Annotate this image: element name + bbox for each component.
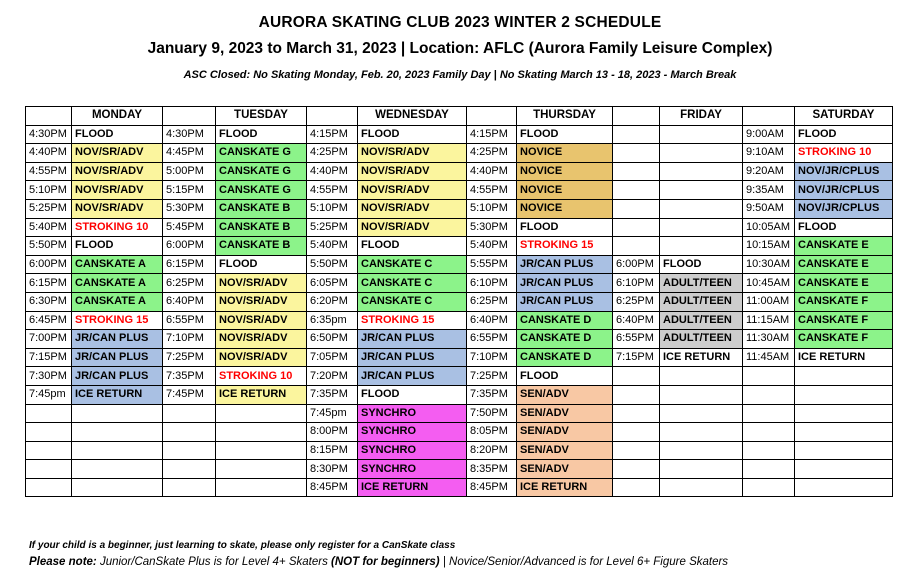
time-cell: 6:40PM [613, 311, 660, 330]
activity-cell: NOV/JR/CPLUS [795, 181, 893, 200]
time-cell: 9:35AM [743, 181, 795, 200]
time-cell: 6:10PM [613, 274, 660, 293]
time-cell: 6:15PM [163, 255, 216, 274]
time-cell: 5:25PM [307, 218, 358, 237]
activity-cell: FLOOD [358, 125, 467, 144]
time-cell: 5:15PM [163, 181, 216, 200]
time-cell: 7:35PM [467, 385, 517, 404]
time-cell: 4:15PM [307, 125, 358, 144]
activity-cell [660, 218, 743, 237]
time-cell [26, 423, 72, 442]
activity-cell [660, 441, 743, 460]
activity-cell: STROKING 15 [517, 237, 613, 256]
time-cell: 10:05AM [743, 218, 795, 237]
time-cell: 6:05PM [307, 274, 358, 293]
table-row [26, 348, 893, 367]
time-cell: 8:45PM [307, 478, 358, 497]
time-cell: 6:30PM [26, 292, 72, 311]
time-cell: 7:45pm [26, 385, 72, 404]
schedule-title: AURORA SKATING CLUB 2023 WINTER 2 SCHEDULE [258, 14, 662, 31]
activity-cell: ICE RETURN [216, 385, 307, 404]
activity-cell [660, 199, 743, 218]
activity-cell: CANSKATE E [795, 237, 893, 256]
time-cell [163, 478, 216, 497]
activity-cell [795, 441, 893, 460]
time-cell: 9:10AM [743, 144, 795, 163]
time-cell: 8:45PM [467, 478, 517, 497]
activity-cell [660, 385, 743, 404]
activity-cell [216, 404, 307, 423]
activity-cell: JR/CAN PLUS [358, 330, 467, 349]
schedule-body [26, 125, 893, 497]
time-cell [743, 441, 795, 460]
time-cell: 10:30AM [743, 255, 795, 274]
activity-cell: CANSKATE G [216, 144, 307, 163]
time-cell: 11:00AM [743, 292, 795, 311]
activity-cell: NOVICE [517, 144, 613, 163]
activity-cell: ADULT/TEEN [660, 274, 743, 293]
activity-cell: CANSKATE B [216, 199, 307, 218]
time-cell: 6:40PM [467, 311, 517, 330]
activity-cell [795, 385, 893, 404]
time-cell: 5:10PM [26, 181, 72, 200]
time-cell: 4:55PM [26, 162, 72, 181]
activity-cell: CANSKATE C [358, 292, 467, 311]
schedule-subtitle: January 9, 2023 to March 31, 2023 | Location: AFLC (Aurora Family Leisure Complex) [147, 40, 773, 57]
time-cell: 5:10PM [307, 199, 358, 218]
time-cell: 6:25PM [163, 274, 216, 293]
time-cell [743, 478, 795, 497]
activity-cell: NOVICE [517, 181, 613, 200]
time-cell [743, 385, 795, 404]
activity-cell: CANSKATE D [517, 311, 613, 330]
time-cell: 11:30AM [743, 330, 795, 349]
time-cell: 7:05PM [307, 348, 358, 367]
time-cell: 7:25PM [467, 367, 517, 386]
activity-cell: FLOOD [358, 385, 467, 404]
closure-notice: ASC Closed: No Skating Monday, Feb. 20, 2023 Family Day | No Skating March 13 - 18, 2023 - March Break [183, 69, 737, 81]
time-cell: 7:10PM [467, 348, 517, 367]
activity-cell: JR/CAN PLUS [72, 367, 163, 386]
time-header-blank [467, 107, 517, 126]
time-cell: 5:10PM [467, 199, 517, 218]
activity-cell: FLOOD [72, 237, 163, 256]
activity-cell: CANSKATE F [795, 292, 893, 311]
activity-cell: ICE RETURN [660, 348, 743, 367]
time-cell [613, 144, 660, 163]
time-cell: 4:40PM [467, 162, 517, 181]
table-row [26, 460, 893, 479]
activity-cell [795, 423, 893, 442]
time-cell: 5:40PM [467, 237, 517, 256]
time-cell [613, 423, 660, 442]
time-cell: 10:15AM [743, 237, 795, 256]
time-cell: 6:55PM [613, 330, 660, 349]
time-cell [613, 385, 660, 404]
time-cell: 9:00AM [743, 125, 795, 144]
activity-cell: CANSKATE D [517, 348, 613, 367]
table-row [26, 367, 893, 386]
activity-cell: ICE RETURN [517, 478, 613, 497]
day-header-tuesday: TUESDAY [216, 107, 307, 126]
activity-cell: CANSKATE F [795, 330, 893, 349]
activity-cell: NOV/SR/ADV [358, 218, 467, 237]
activity-cell: NOV/JR/CPLUS [795, 162, 893, 181]
activity-cell: CANSKATE A [72, 255, 163, 274]
time-cell: 4:30PM [163, 125, 216, 144]
time-cell: 6:00PM [613, 255, 660, 274]
time-cell: 5:00PM [163, 162, 216, 181]
time-cell: 6:35pm [307, 311, 358, 330]
time-cell: 7:10PM [163, 330, 216, 349]
note-label: Please note: [29, 556, 97, 568]
time-cell: 8:30PM [307, 460, 358, 479]
time-cell [163, 423, 216, 442]
time-cell: 6:45PM [26, 311, 72, 330]
activity-cell [795, 460, 893, 479]
activity-cell: FLOOD [72, 125, 163, 144]
activity-cell: FLOOD [795, 218, 893, 237]
activity-cell: JR/CAN PLUS [358, 348, 467, 367]
time-cell: 6:55PM [163, 311, 216, 330]
beginner-note: If your child is a beginner, just learning to skate, please only register for a CanSkate class [29, 540, 456, 551]
activity-cell [660, 367, 743, 386]
activity-cell [795, 478, 893, 497]
activity-cell: FLOOD [517, 218, 613, 237]
time-cell: 8:35PM [467, 460, 517, 479]
time-cell: 4:45PM [163, 144, 216, 163]
time-cell: 7:20PM [307, 367, 358, 386]
activity-cell: NOV/JR/CPLUS [795, 199, 893, 218]
time-cell [26, 441, 72, 460]
time-cell [613, 404, 660, 423]
table-row [26, 218, 893, 237]
time-cell: 4:55PM [307, 181, 358, 200]
day-header-friday: FRIDAY [660, 107, 743, 126]
table-row [26, 423, 893, 442]
activity-cell: NOVICE [517, 199, 613, 218]
time-cell [743, 460, 795, 479]
activity-cell: NOV/SR/ADV [358, 144, 467, 163]
time-cell: 10:45AM [743, 274, 795, 293]
time-cell: 7:50PM [467, 404, 517, 423]
activity-cell [795, 404, 893, 423]
day-header-row [26, 107, 893, 126]
time-cell: 6:00PM [26, 255, 72, 274]
time-cell [163, 460, 216, 479]
activity-cell: NOV/SR/ADV [358, 162, 467, 181]
time-cell: 7:15PM [613, 348, 660, 367]
time-cell: 5:50PM [307, 255, 358, 274]
time-cell: 7:30PM [26, 367, 72, 386]
time-header-blank [743, 107, 795, 126]
activity-cell: CANSKATE G [216, 162, 307, 181]
time-cell: 8:00PM [307, 423, 358, 442]
time-cell [743, 423, 795, 442]
activity-cell: JR/CAN PLUS [517, 274, 613, 293]
activity-cell: SEN/ADV [517, 423, 613, 442]
time-cell [743, 367, 795, 386]
activity-cell: FLOOD [660, 255, 743, 274]
activity-cell [660, 144, 743, 163]
activity-cell: NOV/SR/ADV [72, 144, 163, 163]
time-cell: 7:00PM [26, 330, 72, 349]
time-cell: 6:00PM [163, 237, 216, 256]
time-cell: 4:25PM [467, 144, 517, 163]
time-cell [163, 404, 216, 423]
day-header-thursday: THURSDAY [517, 107, 613, 126]
time-cell [26, 404, 72, 423]
time-header-blank [163, 107, 216, 126]
activity-cell: ADULT/TEEN [660, 330, 743, 349]
activity-cell: NOV/SR/ADV [216, 274, 307, 293]
note-novice: | Novice/Senior/Advanced is for Level 6+ Figure Skaters [439, 556, 729, 568]
activity-cell: ICE RETURN [358, 478, 467, 497]
table-row [26, 274, 893, 293]
time-cell: 5:25PM [26, 199, 72, 218]
time-cell: 4:30PM [26, 125, 72, 144]
activity-cell: JR/CAN PLUS [72, 330, 163, 349]
time-cell: 5:55PM [467, 255, 517, 274]
time-cell: 5:30PM [163, 199, 216, 218]
activity-cell [660, 478, 743, 497]
activity-cell: NOV/SR/ADV [72, 181, 163, 200]
time-cell: 6:25PM [613, 292, 660, 311]
activity-cell [660, 125, 743, 144]
activity-cell: SYNCHRO [358, 404, 467, 423]
day-header-saturday: SATURDAY [795, 107, 893, 126]
activity-cell: CANSKATE A [72, 292, 163, 311]
activity-cell [72, 478, 163, 497]
activity-cell: JR/CAN PLUS [72, 348, 163, 367]
activity-cell: JR/CAN PLUS [517, 292, 613, 311]
activity-cell [660, 404, 743, 423]
activity-cell: NOV/SR/ADV [216, 311, 307, 330]
time-cell: 6:55PM [467, 330, 517, 349]
level-note [29, 556, 728, 568]
activity-cell: ICE RETURN [72, 385, 163, 404]
time-cell: 7:35PM [163, 367, 216, 386]
activity-cell: JR/CAN PLUS [358, 367, 467, 386]
time-cell [613, 181, 660, 200]
note-not-beginners: (NOT for beginners) [331, 556, 440, 568]
table-row [26, 255, 893, 274]
activity-cell: ICE RETURN [795, 348, 893, 367]
activity-cell: CANSKATE A [72, 274, 163, 293]
time-cell: 7:45pm [307, 404, 358, 423]
activity-cell: CANSKATE D [517, 330, 613, 349]
time-cell: 4:55PM [467, 181, 517, 200]
activity-cell [660, 460, 743, 479]
time-cell: 11:15AM [743, 311, 795, 330]
activity-cell [660, 162, 743, 181]
activity-cell: CANSKATE F [795, 311, 893, 330]
time-cell: 4:40PM [26, 144, 72, 163]
table-row [26, 181, 893, 200]
time-cell [613, 441, 660, 460]
activity-cell [72, 460, 163, 479]
time-cell [613, 162, 660, 181]
activity-cell: NOV/SR/ADV [72, 199, 163, 218]
activity-cell [660, 237, 743, 256]
activity-cell: NOV/SR/ADV [358, 181, 467, 200]
time-cell [26, 478, 72, 497]
schedule-table [25, 106, 893, 497]
time-cell: 6:20PM [307, 292, 358, 311]
table-row [26, 144, 893, 163]
time-cell: 5:45PM [163, 218, 216, 237]
time-cell: 8:20PM [467, 441, 517, 460]
activity-cell: SEN/ADV [517, 385, 613, 404]
time-cell [613, 218, 660, 237]
activity-cell: SEN/ADV [517, 441, 613, 460]
time-cell: 5:30PM [467, 218, 517, 237]
activity-cell [72, 404, 163, 423]
table-row [26, 311, 893, 330]
activity-cell: STROKING 15 [72, 311, 163, 330]
time-cell: 7:15PM [26, 348, 72, 367]
table-row [26, 385, 893, 404]
day-header-wednesday: WEDNESDAY [358, 107, 467, 126]
activity-cell: CANSKATE E [795, 255, 893, 274]
note-junior: Junior/CanSkate Plus is for Level 4+ Skaters [96, 556, 332, 568]
time-cell: 7:25PM [163, 348, 216, 367]
day-header-monday: MONDAY [72, 107, 163, 126]
time-cell: 8:15PM [307, 441, 358, 460]
table-row [26, 199, 893, 218]
time-cell: 5:40PM [26, 218, 72, 237]
activity-cell [660, 181, 743, 200]
activity-cell: SYNCHRO [358, 460, 467, 479]
activity-cell: STROKING 10 [72, 218, 163, 237]
time-cell: 6:25PM [467, 292, 517, 311]
activity-cell [216, 460, 307, 479]
activity-cell: CANSKATE B [216, 237, 307, 256]
table-row [26, 330, 893, 349]
time-cell: 8:05PM [467, 423, 517, 442]
activity-cell [216, 423, 307, 442]
time-cell: 4:15PM [467, 125, 517, 144]
activity-cell: STROKING 10 [795, 144, 893, 163]
activity-cell: FLOOD [517, 367, 613, 386]
activity-cell: NOV/SR/ADV [216, 348, 307, 367]
table-row [26, 125, 893, 144]
time-cell: 5:40PM [307, 237, 358, 256]
time-cell: 6:15PM [26, 274, 72, 293]
time-cell: 6:10PM [467, 274, 517, 293]
activity-cell: FLOOD [216, 255, 307, 274]
activity-cell: JR/CAN PLUS [517, 255, 613, 274]
time-cell [613, 237, 660, 256]
time-cell: 4:40PM [307, 162, 358, 181]
activity-cell: CANSKATE C [358, 255, 467, 274]
activity-cell: ADULT/TEEN [660, 292, 743, 311]
time-header-blank [307, 107, 358, 126]
time-cell [613, 367, 660, 386]
time-cell [613, 125, 660, 144]
activity-cell: SEN/ADV [517, 460, 613, 479]
activity-cell: NOV/SR/ADV [216, 292, 307, 311]
activity-cell [72, 441, 163, 460]
activity-cell [216, 478, 307, 497]
activity-cell [660, 423, 743, 442]
time-cell [26, 460, 72, 479]
time-cell: 6:50PM [307, 330, 358, 349]
activity-cell: STROKING 15 [358, 311, 467, 330]
time-cell: 7:45PM [163, 385, 216, 404]
time-cell [743, 404, 795, 423]
table-row [26, 292, 893, 311]
activity-cell: SYNCHRO [358, 423, 467, 442]
time-cell: 9:50AM [743, 199, 795, 218]
activity-cell: SEN/ADV [517, 404, 613, 423]
activity-cell: FLOOD [795, 125, 893, 144]
table-row [26, 237, 893, 256]
table-row [26, 162, 893, 181]
activity-cell: SYNCHRO [358, 441, 467, 460]
time-header-blank [26, 107, 72, 126]
activity-cell: CANSKATE G [216, 181, 307, 200]
activity-cell: NOVICE [517, 162, 613, 181]
activity-cell: CANSKATE C [358, 274, 467, 293]
table-row [26, 478, 893, 497]
activity-cell: NOV/SR/ADV [358, 199, 467, 218]
activity-cell: FLOOD [216, 125, 307, 144]
activity-cell [72, 423, 163, 442]
time-cell: 9:20AM [743, 162, 795, 181]
activity-cell: FLOOD [358, 237, 467, 256]
activity-cell: NOV/SR/ADV [216, 330, 307, 349]
time-header-blank [613, 107, 660, 126]
time-cell: 11:45AM [743, 348, 795, 367]
time-cell: 5:50PM [26, 237, 72, 256]
time-cell: 4:25PM [307, 144, 358, 163]
activity-cell: NOV/SR/ADV [72, 162, 163, 181]
time-cell [613, 199, 660, 218]
activity-cell: STROKING 10 [216, 367, 307, 386]
time-cell: 6:40PM [163, 292, 216, 311]
time-cell [163, 441, 216, 460]
activity-cell [795, 367, 893, 386]
activity-cell: CANSKATE E [795, 274, 893, 293]
time-cell: 7:35PM [307, 385, 358, 404]
time-cell [613, 478, 660, 497]
activity-cell [216, 441, 307, 460]
table-row [26, 404, 893, 423]
time-cell [613, 460, 660, 479]
activity-cell: CANSKATE B [216, 218, 307, 237]
activity-cell: ADULT/TEEN [660, 311, 743, 330]
table-row [26, 441, 893, 460]
activity-cell: FLOOD [517, 125, 613, 144]
